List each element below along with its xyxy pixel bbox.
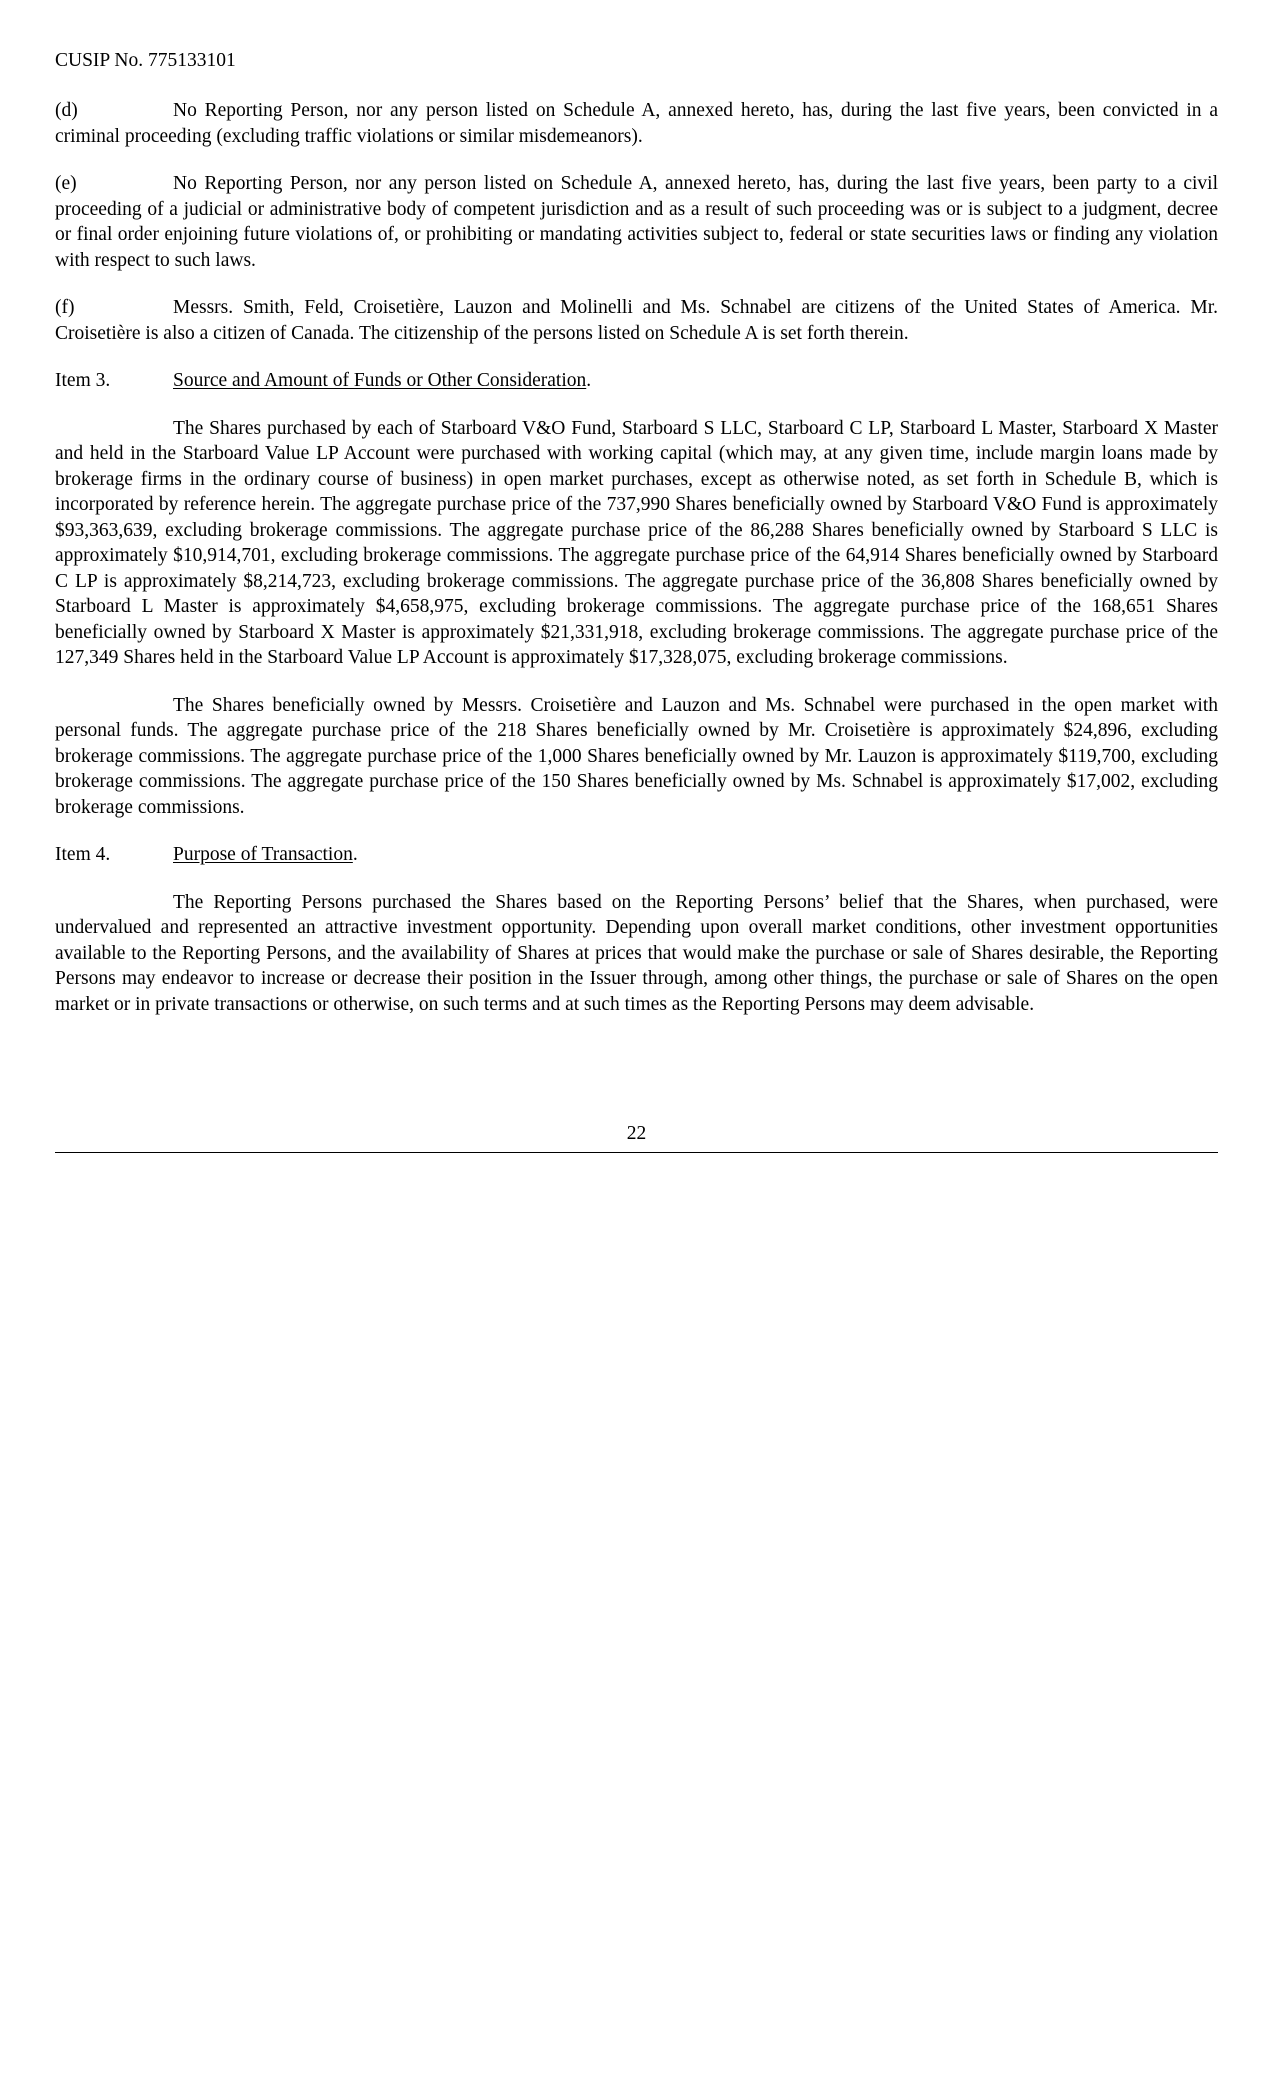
paragraph-e-label: (e): [55, 173, 77, 194]
item-3-paragraph-2: The Shares beneficially owned by Messrs. Croisetière and Lauzon and Ms. Schnabel were purchased in the open market with personal funds. The aggregate purchase price of the 218 Shares beneficially owned by Mr. Croisetière is approximately $24,896, excluding brokerage commissions. The aggregate purchase price of the 1,000 Shares beneficially owned by Mr. Lauzon is approximately $119,700, excluding brokerage commissions. The aggregate purchase price of the 150 Shares beneficially owned by Ms. Schnabel is approximately $17,002, excluding brokerage commissions.: [55, 694, 1218, 818]
item-3-number: Item 3.: [55, 370, 111, 391]
paragraph-d: [55, 98, 1218, 149]
paragraph-e-text: No Reporting Person, nor any person listed on Schedule A, annexed hereto, has, during the last five years, been party to a civil proceeding of a judicial or administrative body of competent jurisdiction and as a result of such proceeding was or is subject to a judgment, decree or final order enjoining future violations of, or prohibiting or mandating activities subject to, federal or state securities laws or finding any violation with respect to such laws.: [55, 173, 1218, 271]
item-4-heading: [55, 842, 1218, 868]
cusip-header: CUSIP No. 775133101: [55, 50, 236, 71]
item-4-period: .: [352, 844, 358, 865]
paragraph-f: [55, 295, 1218, 346]
item-3-paragraph-1: The Shares purchased by each of Starboard V&O Fund, Starboard S LLC, Starboard C LP, Starboard L Master, Starboard X Master and held in the Starboard Value LP Account were purchased with working capital (which may, at any given time, include margin loans made by brokerage firms in the ordinary course of business) in open market purchases, except as otherwise noted, as set forth in Schedule B, which is incorporated by reference herein. The aggregate purchase price of the 737,990 Shares beneficially owned by Starboard V&O Fund is approximately $93,363,639, excluding brokerage commissions. The aggregate purchase price of the 86,288 Shares beneficially owned by Starboard S LLC is approximately $10,914,701, excluding brokerage commissions. The aggregate purchase price of the 64,914 Shares beneficially owned by Starboard C LP is approximately $8,214,723, excluding brokerage commissions. The aggregate purchase price of the 36,808 Shares beneficially owned by Starboard L Master is approximately $4,658,975, excluding brokerage commissions. The aggregate purchase price of the 168,651 Shares beneficially owned by Starboard X Master is approximately $21,331,918, excluding brokerage commissions. The aggregate purchase price of the 127,349 Shares held in the Starboard Value LP Account is approximately $17,328,075, excluding brokerage commissions.: [55, 417, 1218, 668]
item-3-title: Source and Amount of Funds or Other Consideration: [173, 370, 587, 391]
item-4-number: Item 4.: [55, 844, 111, 865]
item-4-paragraph-1: The Reporting Persons purchased the Shares based on the Reporting Persons’ belief that the Shares, when purchased, were undervalued and represented an attractive investment opportunity. Depending upon overall market conditions, other investment opportunities available to the Reporting Persons, and the availability of Shares at prices that would make the purchase or sale of Shares desirable, the Reporting Persons may endeavor to increase or decrease their position in the Issuer through, among other things, the purchase or sale of Shares on the open market or in private transactions or otherwise, on such terms and at such times as the Reporting Persons may deem advisable.: [55, 891, 1218, 1015]
paragraph-d-label: (d): [55, 100, 78, 121]
page-footer: [55, 1122, 1218, 1153]
item-4-title: Purpose of Transaction: [173, 844, 353, 865]
page-number: 22: [626, 1123, 647, 1144]
paragraph-e: [55, 171, 1218, 273]
page-content: [55, 48, 1218, 1039]
item-3-period: .: [586, 370, 592, 391]
footer-divider: [55, 1152, 1218, 1153]
paragraph-d-text: No Reporting Person, nor any person listed on Schedule A, annexed hereto, has, during the last five years, been convicted in a criminal proceeding (excluding traffic violations or similar misdemeanors).: [55, 100, 1218, 147]
paragraph-f-label: (f): [55, 297, 75, 318]
paragraph-f-text: Messrs. Smith, Feld, Croisetière, Lauzon and Molinelli and Ms. Schnabel are citizens of the United States of America. Mr. Croisetière is also a citizen of Canada. The citizenship of the persons listed on Schedule A is set forth therein.: [55, 297, 1218, 344]
item-3-heading: [55, 368, 1218, 394]
